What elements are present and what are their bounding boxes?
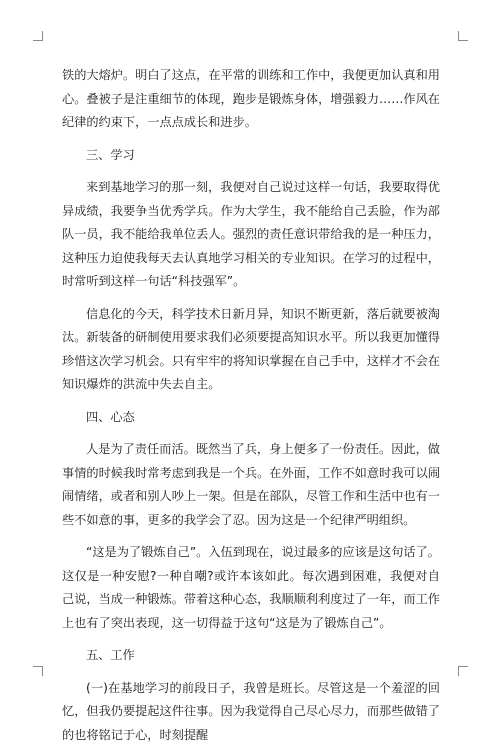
crop-mark-top-left [33, 31, 43, 41]
crop-mark-top-right [458, 31, 468, 41]
paragraph-continued: 铁的大熔炉。明白了这点，在平常的训练和工作中，我便更加认真和用心。叠被子是注重细节的体现，跑步是锻炼身体，增强毅力……作风在纪律的约束下，一点点成长和进步。 [62, 68, 440, 129]
paragraph: “这是为了锻炼自己”。入伍到现在，说过最多的应该是这句话了。这仅是一种安慰?一种自嘲?或许本该如此。每次遇到困难，我便对自己说，当成一种锻炼。带着这种心态，我顺顺利利度过了一年，而工作上也有了突出表现，这一切得益于这句“这是为了锻炼自己”。 [62, 545, 440, 630]
paragraph: 来到基地学习的那一刻，我便对自己说过这样一句话，我要取得优异成绩，我要争当优秀学兵。作为大学生，我不能给自己丢脸，作为部队一员，我不能给我单位丢人。强烈的责任意识带给我的是一种压力，这种压力迫使我每天去认真地学习相关的专业知识。在学习的过程中，时常听到这样一句话“科技强军”。 [62, 180, 440, 288]
crop-mark-bottom-right [458, 666, 468, 676]
section-heading-mindset: 四、心态 [86, 409, 135, 424]
crop-mark-bottom-left [33, 666, 43, 676]
paragraph: 信息化的今天，科学技术日新月异，知识不断更新，落后就要被淘汰。新装备的研制使用要求我们必须要提高知识水平。所以我更加懂得珍惜这次学习机会。只有牢牢的将知识掌握在自己手中，这样才不会在知识爆炸的洪流中失去自主。 [62, 306, 440, 391]
section-heading-work: 五、工作 [86, 648, 135, 662]
paragraph: (一)在基地学习的前段日子，我曾是班长。尽管这是一个羞涩的回忆，但我仍要提起这件往事。因为我觉得自己尽心尽力，而那些做错了的也将铭记于心，时刻提醒 [62, 680, 440, 742]
paragraph: 人是为了责任而活。既然当了兵，身上便多了一份责任。因此，做事情的时候我时常考虑到我是一个兵。在外面，工作不如意时我可以闹闹情绪，或者和别人吵上一架。但是在部队，尽管工作和生活中也有一些不如意的事，更多的我学会了忍。因为这是一个纪律严明组织。 [62, 442, 440, 527]
document-body [62, 64, 440, 756]
section-heading-study: 三、学习 [86, 147, 135, 162]
